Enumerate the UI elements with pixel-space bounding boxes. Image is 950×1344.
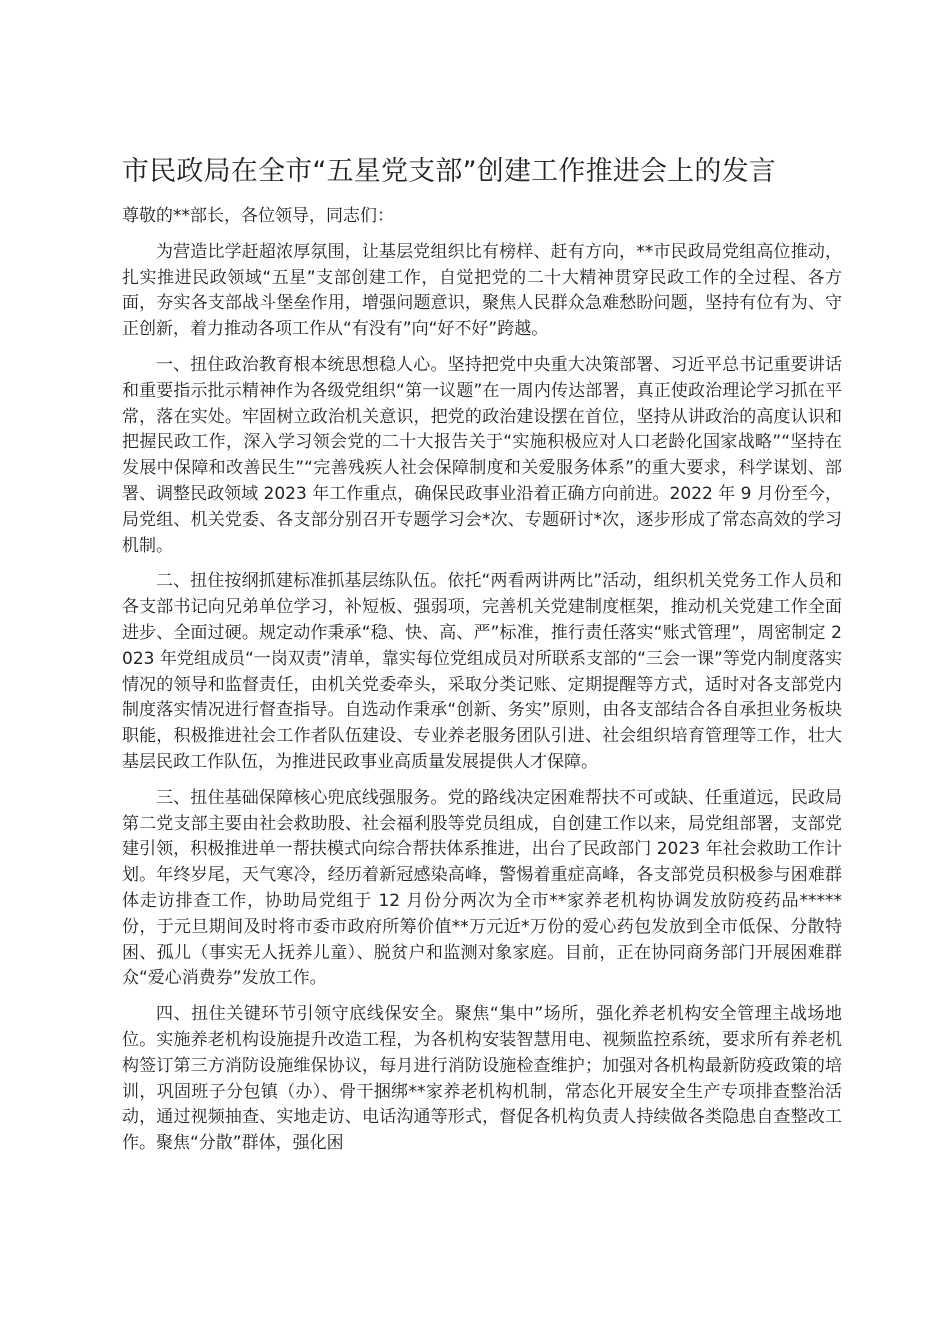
paragraph-section-2: 二、扭住按纲抓建标准抓基层练队伍。依托“两看两讲两比”活动，组织机关党务工作人员和各支部书记向兄弟单位学习，补短板、强弱项，完善机关党建制度框架，推动机关党建工作全面进步、全面过硬。规定动作秉承“稳、快、高、严”标准，推行责任落实“账式管理”，周密制定 2023 年党组成员“一岗双责”清单，靠实每位党组成员对所联系支部的“三会一课”等党内制度落实情况的领导和监督责任，由机关党委牵头，采取分类记账、定期提醒等方式，适时对各支部党内制度落实情况进行督查指导。自选动作秉承“创新、务实”原则，由各支部结合各自承担业务板块职能，积极推进社会工作者队伍建设、专业养老服务团队引进、社会组织培育管理等工作，壮大基层民政工作队伍，为推进民政事业高质量发展提供人才保障。	[122, 571, 842, 772]
salutation: 尊敬的**部长，各位领导，同志们：	[122, 206, 394, 226]
paragraph-section-4: 四、扭住关键环节引领守底线保安全。聚焦“集中”场所，强化养老机构安全管理主战场地位。实施养老机构设施提升改造工程，为各机构安装智慧用电、视频监控系统，要求所有养老机构签订第三方消防设施维保协议，每月进行消防设施检查维护；加强对各机构最新防疫政策的培训，巩固班子分包镇（办）、骨干捆绑**家养老机构机制，常态化开展安全生产专项排查整治活动，通过视频抽查、实地走访、电话沟通等形式，督促各机构负责人持续做各类隐患自查整改工作。聚焦“分散”群体，强化困	[122, 1004, 842, 1154]
paragraph-intro: 为营造比学赶超浓厚氛围，让基层党组织比有榜样、赶有方向，**市民政局党组高位推动，扎实推进民政领域“五星”支部创建工作，自觉把党的二十大精神贯穿民政工作的全过程、各方面，夯实各支部战斗堡垒作用，增强问题意识，聚焦人民群众急难愁盼问题，坚持有位有为、守正创新，着力推动各项工作从“有没有”向“好不好”跨越。	[122, 241, 842, 340]
document-title: 市民政局在全市“五星党支部”创建工作推进会上的发言	[122, 156, 776, 187]
paragraph-section-3: 三、扭住基础保障核心兜底线强服务。党的路线决定困难帮扶不可或缺、任重道远，民政局第二党支部主要由社会救助股、社会福利股等党员组成，自创建工作以来，局党组部署，支部党建引领，积极推进单一帮扶模式向综合帮扶体系推进，出台了民政部门 2023 年社会救助工作计划。年终岁尾，天气寒冷，经历着新冠感染高峰，警惕着重症高峰，各支部党员积极参与困难群体走访排查工作，协助局党组于 12 月份分两次为全市**家养老机构协调发放防疫药品*****份，于元旦期间及时将市委市政府所筹价值**万元近*万份的爱心药包发放到全市低保、分散特困、孤儿（事实无人抚养儿童）、脱贫户和监测对象家庭。目前，正在协同商务部门开展困难群众“爱心消费券”发放工作。	[122, 787, 842, 989]
document-body	[122, 204, 842, 1167]
paragraph-section-1: 一、扭住政治教育根本统思想稳人心。坚持把党中央重大决策部署、习近平总书记重要讲话和重要指示批示精神作为各级党组织“第一议题”在一周内传达部署，真正使政治理论学习抓在平常，落在实处。牢固树立政治机关意识，把党的政治建设摆在首位，坚持从讲政治的高度认识和把握民政工作，深入学习领会党的二十大报告关于“实施积极应对人口老龄化国家战略”“坚持在发展中保障和改善民生”“完善残疾人社会保障制度和关爱服务体系”的重大要求，科学谋划、部署、调整民政领域 2023 年工作重点，确保民政事业沿着正确方向前进。2022 年 9 月份至今，局党组、机关党委、各支部分别召开专题学习会*次、专题研讨*次，逐步形成了常态高效的学习机制。	[122, 354, 842, 556]
